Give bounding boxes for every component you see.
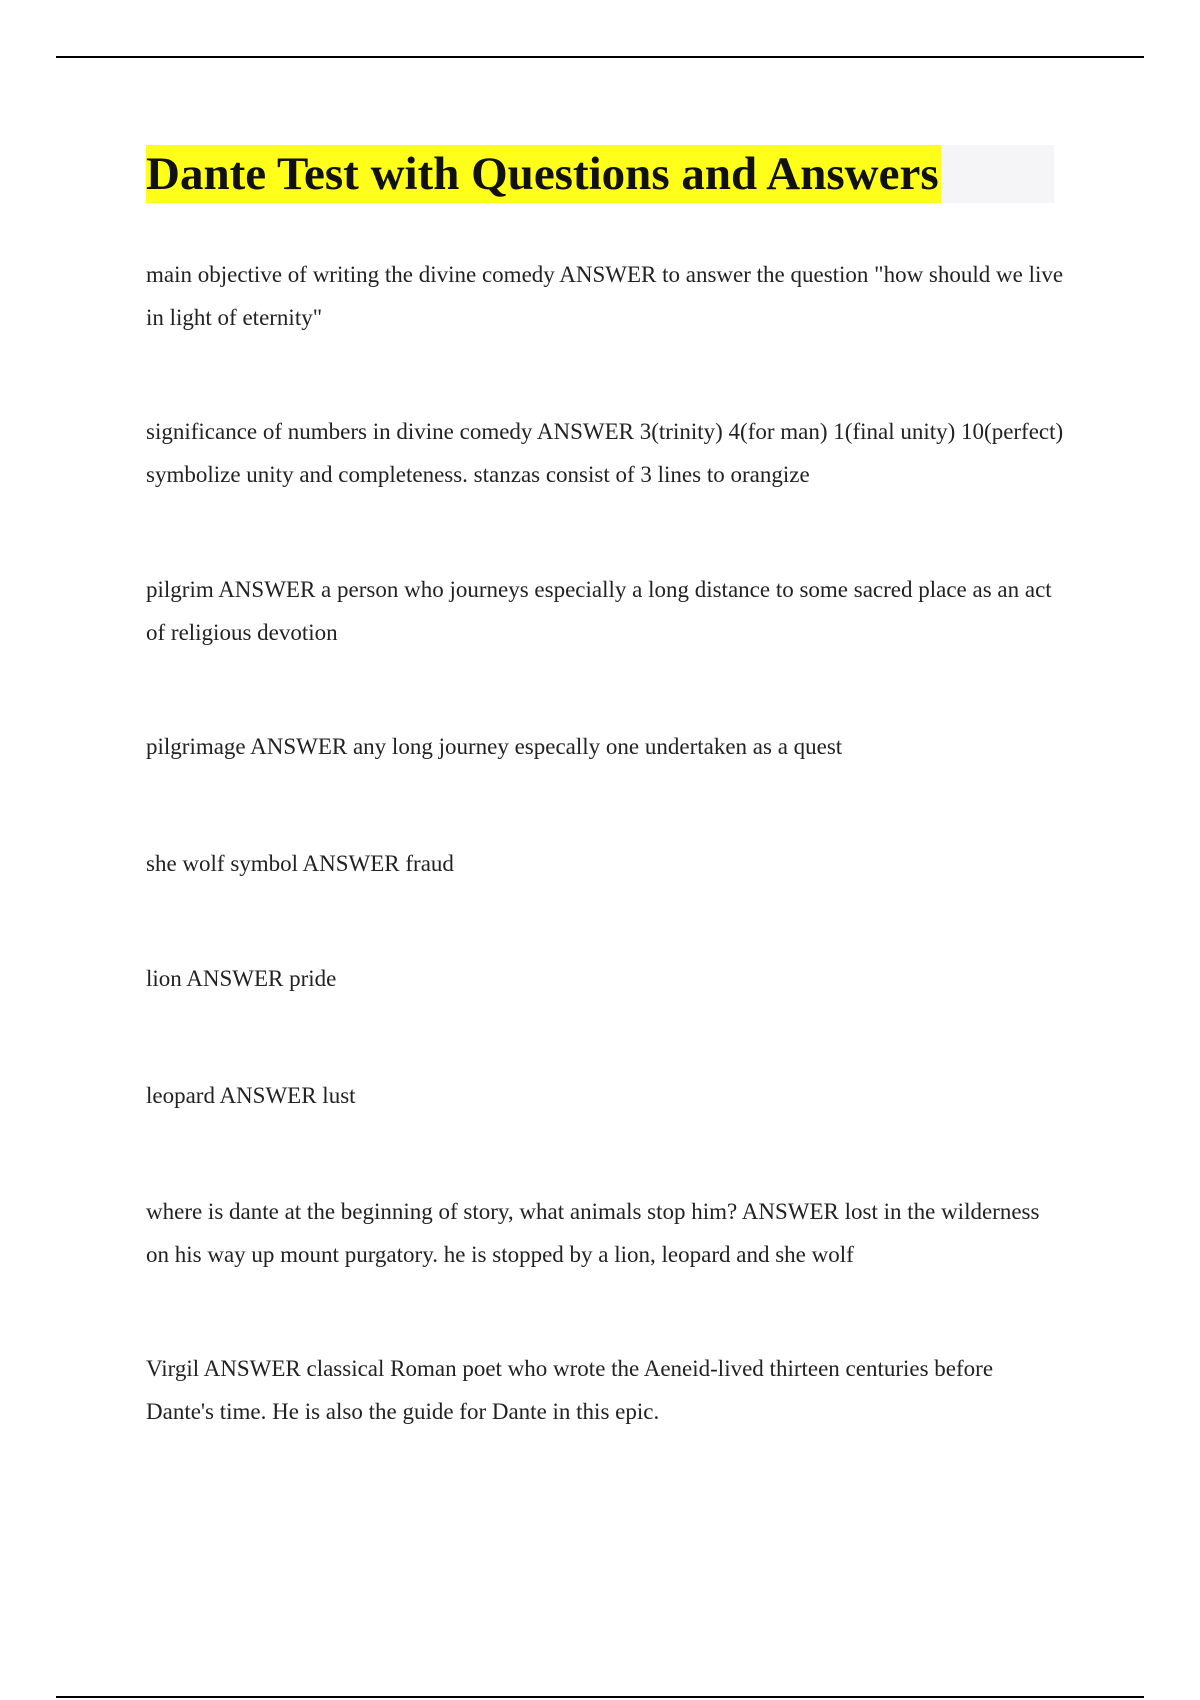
qa-entry-5: she wolf symbol ANSWER fraud bbox=[146, 851, 454, 876]
qa-entry-8: where is dante at the beginning of story, what animals stop him? ANSWER lost in the wilderness on his way up mount purgatory. he is stopped by a lion, leopard and she wolf bbox=[146, 1199, 1040, 1267]
top-rule bbox=[56, 56, 1144, 58]
qa-entry-9: Virgil ANSWER classical Roman poet who wrote the Aeneid-lived thirteen centuries before Dante's time. He is also the guide for Dante in this epic. bbox=[146, 1356, 994, 1424]
qa-entry-2: significance of numbers in divine comedy ANSWER 3(trinity) 4(for man) 1(final unity) 10(perfect) symbolize unity and completeness. stanzas consist of 3 lines to orangize bbox=[146, 419, 1064, 487]
qa-entry-6: lion ANSWER pride bbox=[146, 966, 337, 991]
document-title: Dante Test with Questions and Answers bbox=[146, 145, 941, 203]
qa-entry-1: main objective of writing the divine comedy ANSWER to answer the question "how should we live in light of eternity" bbox=[146, 262, 1064, 330]
qa-entry-4: pilgrimage ANSWER any long journey especally one undertaken as a quest bbox=[146, 734, 843, 759]
qa-entry-7: leopard ANSWER lust bbox=[146, 1083, 356, 1108]
qa-entry-3: pilgrim ANSWER a person who journeys especially a long distance to some sacred place as an act of religious devotion bbox=[146, 577, 1052, 645]
title-block bbox=[146, 145, 1054, 203]
bottom-rule bbox=[56, 1696, 1144, 1698]
